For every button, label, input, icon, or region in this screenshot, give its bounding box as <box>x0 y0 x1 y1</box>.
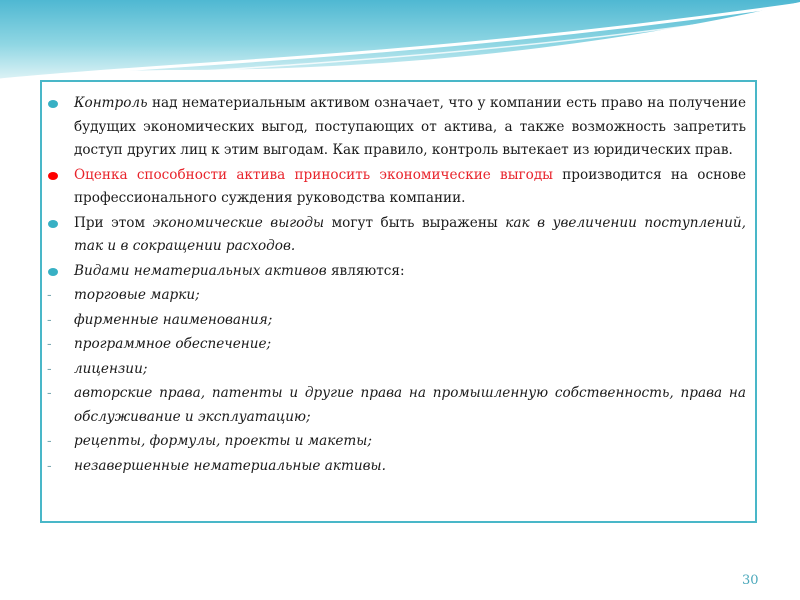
bullet-icon <box>48 220 58 228</box>
dash-marker: - <box>47 385 52 401</box>
list-item-text: торговые марки; <box>74 287 200 303</box>
list-item <box>47 430 746 454</box>
list-item-text: рецепты, формулы, проекты и макеты; <box>74 433 372 449</box>
paragraph-types <box>74 260 746 284</box>
content-box <box>40 80 757 523</box>
list-item <box>47 284 746 308</box>
paragraph-types-text: являются: <box>326 262 405 279</box>
paragraph-benefits-text-2: могут быть выражены <box>324 214 506 231</box>
list-item-text: фирменные наименования; <box>74 311 273 328</box>
paragraph-benefits-term: экономические выгоды <box>152 214 325 231</box>
dash-marker: - <box>47 433 52 449</box>
paragraph-types-term: Видами нематериальных активов <box>74 262 327 279</box>
dash-marker: - <box>47 287 52 303</box>
list-item <box>47 309 746 333</box>
paragraph-control <box>74 92 746 163</box>
slide-text <box>47 92 747 479</box>
dash-marker: - <box>47 360 52 377</box>
list-item-text: авторские права, патенты и другие права на промышленную собственность, права на обслуживание и эксплуатацию; <box>74 385 746 425</box>
page-number: 30 <box>742 573 759 588</box>
list-item <box>47 333 746 357</box>
paragraph-benefits <box>74 212 746 259</box>
paragraph-assessment-highlight: Оценка способности актива приносить экономические выгоды <box>74 166 554 183</box>
paragraph-benefits-term-2: как в увеличении поступлений, так и в сокращении расходов. <box>74 214 746 254</box>
list-item <box>47 358 746 382</box>
dash-marker: - <box>47 336 52 352</box>
dash-marker: - <box>47 311 52 328</box>
paragraph-control-text: над нематериальным активом означает, что у компании есть право на получение будущих экономических выгод, поступающих от актива, а также возможность запретить доступ других лиц к этим выгодам. Как правило, контроль вытекает из юридических прав. <box>74 95 746 158</box>
bullet-icon <box>48 268 58 276</box>
list-item-text: программное обеспечение; <box>74 336 272 352</box>
paragraph-assessment-text: производится на основе профессионального суждения руководства компании. <box>74 166 747 206</box>
paragraph-control-term: Контроль <box>74 95 148 111</box>
bullet-icon <box>48 172 58 180</box>
paragraph-benefits-text-1: При этом <box>74 214 153 231</box>
paragraph-assessment <box>74 164 746 211</box>
list-item <box>47 382 746 429</box>
header-wave-decoration <box>0 0 800 92</box>
list-item-text: незавершенные нематериальные активы. <box>74 457 386 474</box>
bullet-icon <box>48 100 58 108</box>
dash-marker: - <box>47 457 52 474</box>
list-item-text: лицензии; <box>74 360 148 377</box>
list-item <box>47 455 746 479</box>
